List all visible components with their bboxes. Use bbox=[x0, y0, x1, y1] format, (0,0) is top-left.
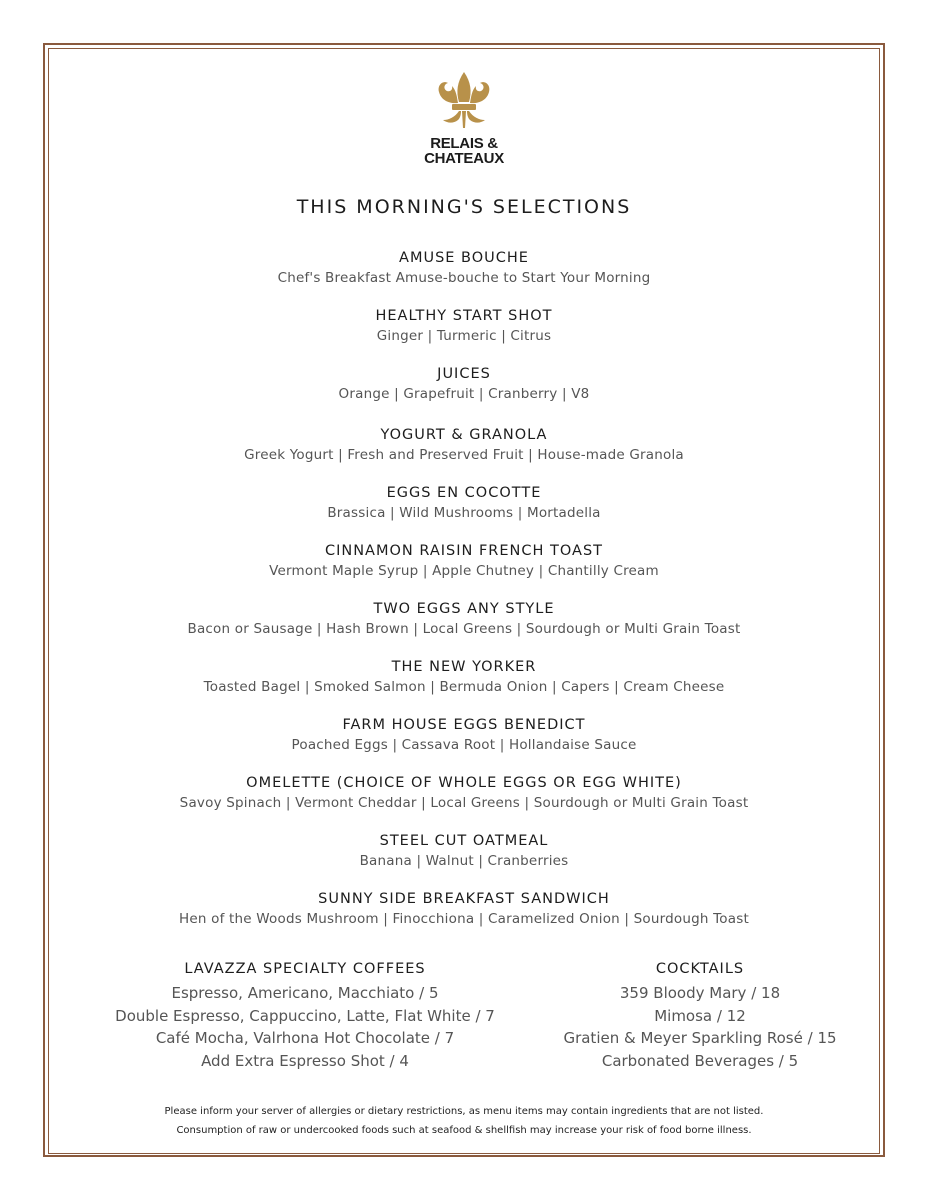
menu-item bbox=[48, 889, 880, 947]
menu-item bbox=[48, 541, 880, 599]
menu-item bbox=[48, 425, 880, 483]
coffee-line: Espresso, Americano, Macchiato / 5 bbox=[171, 984, 439, 1002]
coffee-line: Double Espresso, Cappuccino, Latte, Flat White / 7 bbox=[115, 1006, 495, 1025]
page-title: THIS MORNING'S SELECTIONS bbox=[296, 196, 632, 218]
coffee-section-title: LAVAZZA SPECIALTY COFFEES bbox=[184, 961, 426, 977]
menu-item-name: EGGS EN COCOTTE bbox=[386, 485, 542, 501]
menu-item-description: Toasted Bagel | Smoked Salmon | Bermuda Onion | Capers | Cream Cheese bbox=[203, 679, 725, 695]
menu-item-description: Hen of the Woods Mushroom | Finocchiona | Caramelized Onion | Sourdough Toast bbox=[179, 911, 749, 927]
menu-item-description: Savoy Spinach | Vermont Cheddar | Local Greens | Sourdough or Multi Grain Toast bbox=[179, 795, 749, 811]
menu-item-description: Bacon or Sausage | Hash Brown | Local Greens | Sourdough or Multi Grain Toast bbox=[187, 621, 741, 637]
cocktail-line: Carbonated Beverages / 5 bbox=[601, 1051, 799, 1070]
menu-item bbox=[48, 599, 880, 657]
cocktails-section bbox=[560, 958, 840, 1072]
menu-list bbox=[48, 248, 880, 947]
menu-item bbox=[48, 248, 880, 306]
menu-item-description: Brassica | Wild Mushrooms | Mortadella bbox=[327, 505, 601, 521]
menu-item bbox=[48, 306, 880, 364]
cocktail-line: Mimosa / 12 bbox=[654, 1006, 746, 1025]
menu-item-description: Greek Yogurt | Fresh and Preserved Fruit | House-made Granola bbox=[244, 447, 684, 463]
cocktails-section-title: COCKTAILS bbox=[655, 961, 745, 977]
menu-item bbox=[48, 773, 880, 831]
menu-item-description: Banana | Walnut | Cranberries bbox=[359, 853, 569, 869]
menu-item-description: Chef's Breakfast Amuse-bouche to Start Your Morning bbox=[277, 270, 651, 286]
menu-item-name: TWO EGGS ANY STYLE bbox=[373, 601, 555, 617]
menu-item-name: HEALTHY START SHOT bbox=[375, 308, 553, 324]
menu-item-name: STEEL CUT OATMEAL bbox=[379, 833, 549, 849]
brand-line-1: RELAIS & bbox=[430, 135, 498, 152]
fleur-de-lis-icon bbox=[431, 70, 497, 132]
menu-item bbox=[48, 831, 880, 889]
menu-item bbox=[48, 715, 880, 773]
menu-item-description: Poached Eggs | Cassava Root | Hollandaise Sauce bbox=[291, 737, 637, 753]
menu-item bbox=[48, 364, 880, 425]
menu-item-name: JUICES bbox=[437, 366, 491, 382]
menu-item bbox=[48, 657, 880, 715]
brand-logo bbox=[0, 70, 928, 166]
menu-item-description: Orange | Grapefruit | Cranberry | V8 bbox=[338, 386, 590, 402]
cocktail-line: Gratien & Meyer Sparkling Rosé / 15 bbox=[563, 1029, 837, 1047]
coffee-line: Café Mocha, Valrhona Hot Chocolate / 7 bbox=[155, 1029, 455, 1047]
menu-item-name: THE NEW YORKER bbox=[391, 659, 537, 675]
menu-item-name: OMELETTE (CHOICE OF WHOLE EGGS OR EGG WHITE) bbox=[246, 775, 682, 791]
footer-notice bbox=[48, 1102, 880, 1140]
menu-item-name: SUNNY SIDE BREAKFAST SANDWICH bbox=[318, 891, 610, 907]
brand-line-2: CHATEAUX bbox=[424, 150, 504, 167]
raw-food-notice: Consumption of raw or undercooked foods such at seafood & shellfish may increase your risk of food borne illness. bbox=[176, 1125, 752, 1136]
menu-item-name: AMUSE BOUCHE bbox=[399, 250, 529, 266]
coffee-section bbox=[90, 958, 520, 1072]
allergy-notice: Please inform your server of allergies or dietary restrictions, as menu items may contain ingredients that are not listed. bbox=[164, 1106, 764, 1117]
menu-item-description: Ginger | Turmeric | Citrus bbox=[376, 328, 552, 344]
cocktail-line: 359 Bloody Mary / 18 bbox=[619, 984, 781, 1002]
menu-item-name: CINNAMON RAISIN FRENCH TOAST bbox=[324, 543, 604, 559]
menu-item-name: FARM HOUSE EGGS BENEDICT bbox=[342, 717, 586, 733]
menu-item bbox=[48, 483, 880, 541]
menu-item-description: Vermont Maple Syrup | Apple Chutney | Chantilly Cream bbox=[269, 563, 659, 579]
coffee-line: Add Extra Espresso Shot / 4 bbox=[201, 1051, 409, 1070]
menu-item-name: YOGURT & GRANOLA bbox=[380, 427, 548, 443]
